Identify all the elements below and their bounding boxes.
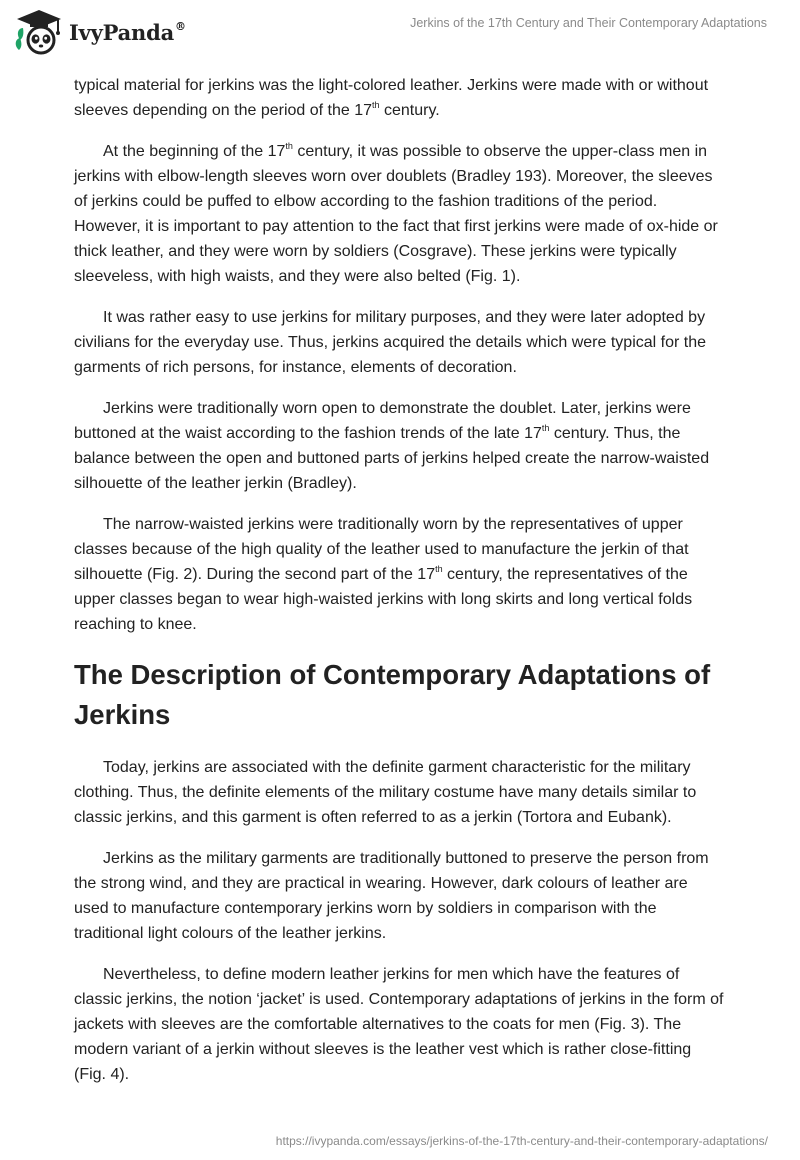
- panda-graduation-icon: [14, 8, 64, 56]
- footer-url[interactable]: https://ivypanda.com/essays/jerkins-of-the-17th-century-and-their-contemporary-adaptations/: [275, 1134, 768, 1148]
- document-title: Jerkins of the 17th Century and Their Contemporary Adaptations: [410, 16, 767, 30]
- paragraph-3: It was rather easy to use jerkins for military purposes, and they were later adopted by civilians for the everyday use. Thus, jerkins acquired the details which were typical for the garments of rich persons, for instance, elements of decoration.: [74, 309, 707, 376]
- section-heading: The Description of Contemporary Adaptations of Jerkins: [74, 659, 711, 730]
- paragraph-1: typical material for jerkins was the light-colored leather. Jerkins were made with or without sleeves depending on the period of the 17th century.: [74, 77, 709, 119]
- paragraph-8: Nevertheless, to define modern leather jerkins for men which have the features of classic jerkins, the notion ‘jacket’ is used. Contemporary adaptations of jerkins in the form of jackets with sleeves are the comfortable alternatives to the coats for men (Fig. 3). The modern variant of a jerkin without sleeves is the leather vest which is rather close-fitting (Fig. 4).: [74, 966, 724, 1083]
- paragraph-5: The narrow-waisted jerkins were traditionally worn by the representatives of upper classes because of the high quality of the leather used to manufacture the jerkin of that silhouette (Fig. 2). During the second part of the 17th century, the representatives of the upper classes began to wear high-waisted jerkins with long skirts and long vertical folds reaching to knee.: [74, 516, 693, 633]
- brand-name: IvyPanda®: [69, 19, 186, 45]
- paragraph-2: At the beginning of the 17th century, it was possible to observe the upper-class men in jerkins with elbow-length sleeves worn over doublets (Bradley 193). Moreover, the sleeves of jerkins could be puffed to elbow according to the fashion traditions of the period. However, it is important to pay attention to the fact that first jerkins were made of ox-hide or thick leather, and they were worn by soldiers (Cosgrave). These jerkins were typically sleeveless, with high waists, and they were also belted (Fig. 1).: [74, 140, 718, 285]
- essay-body: [74, 73, 726, 1103]
- paragraph-7: Jerkins as the military garments are traditionally buttoned to preserve the person from the strong wind, and they are practical in wearing. However, dark colours of leather are used to manufacture contemporary jerkins worn by soldiers in comparison with the traditional light colours of the leather jerkins.: [74, 850, 709, 942]
- paragraph-6: Today, jerkins are associated with the definite garment characteristic for the military clothing. Thus, the definite elements of the military costume have many details similar to classic jerkins, and this garment is often referred to as a jerkin (Tortora and Eubank).: [74, 759, 697, 826]
- paragraph-4: Jerkins were traditionally worn open to demonstrate the doublet. Later, jerkins were buttoned at the waist according to the fashion trends of the late 17th century. Thus, the balance between the open and buttoned parts of jerkins helped create the narrow-waisted silhouette of the leather jerkin (Bradley).: [74, 400, 710, 492]
- ivypanda-logo[interactable]: [14, 8, 186, 56]
- page-header: [0, 0, 800, 66]
